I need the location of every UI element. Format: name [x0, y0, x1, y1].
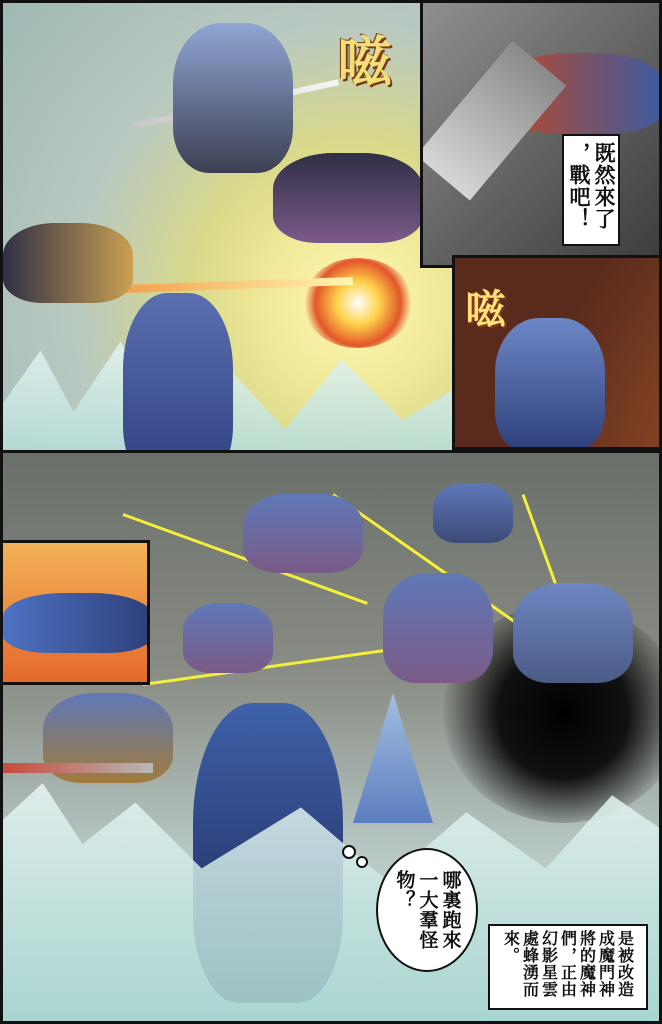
monster-figure — [513, 583, 633, 683]
narration-line-7: 來。 — [501, 930, 521, 964]
monster-figure — [183, 603, 273, 673]
panel-inset-arm — [0, 540, 150, 685]
narration-line-2: 成魔門神 — [596, 930, 616, 998]
impact-flash — [303, 258, 413, 348]
bubble-tail-dot — [356, 856, 368, 868]
ice-spike — [353, 693, 433, 823]
panel-sword-clash — [0, 0, 470, 505]
panel-blade-hand — [420, 0, 662, 268]
caption-line-1: 既然來了 — [592, 142, 616, 230]
narration-line-3: 將的魔神 — [577, 930, 597, 998]
bubble-line-2: 一大羣怪 — [416, 870, 439, 950]
kicking-enemy — [273, 153, 423, 243]
bubble-line-1: 哪裏跑來 — [439, 870, 462, 950]
monster-figure — [243, 493, 363, 573]
caption-box-challenge — [562, 134, 620, 246]
monster-figure — [383, 573, 493, 683]
narration-line-4: 們，正由 — [558, 930, 578, 998]
narration-line-5: 幻影星雲 — [539, 930, 559, 998]
bubble-line-3: 物？ — [393, 870, 416, 910]
arm-figure — [3, 593, 150, 653]
speech-bubble-monsters — [376, 848, 478, 972]
hero-sword — [3, 763, 153, 773]
panel-strike-impact — [452, 255, 662, 450]
struck-figure — [495, 318, 605, 450]
sound-effect-zap: 嗞 — [459, 288, 506, 328]
leaping-enemy — [173, 23, 293, 173]
caption-line-2: ，戰吧！ — [567, 142, 591, 230]
narration-line-6: 處蜂湧而 — [520, 930, 540, 998]
narration-line-1: 是被改造 — [615, 930, 635, 998]
monster-figure — [433, 483, 513, 543]
enemy-leg — [3, 223, 133, 303]
caption-box-narration — [488, 924, 648, 1010]
sound-effect-clang: 嗞 — [329, 33, 393, 87]
bubble-tail-dot — [342, 845, 356, 859]
